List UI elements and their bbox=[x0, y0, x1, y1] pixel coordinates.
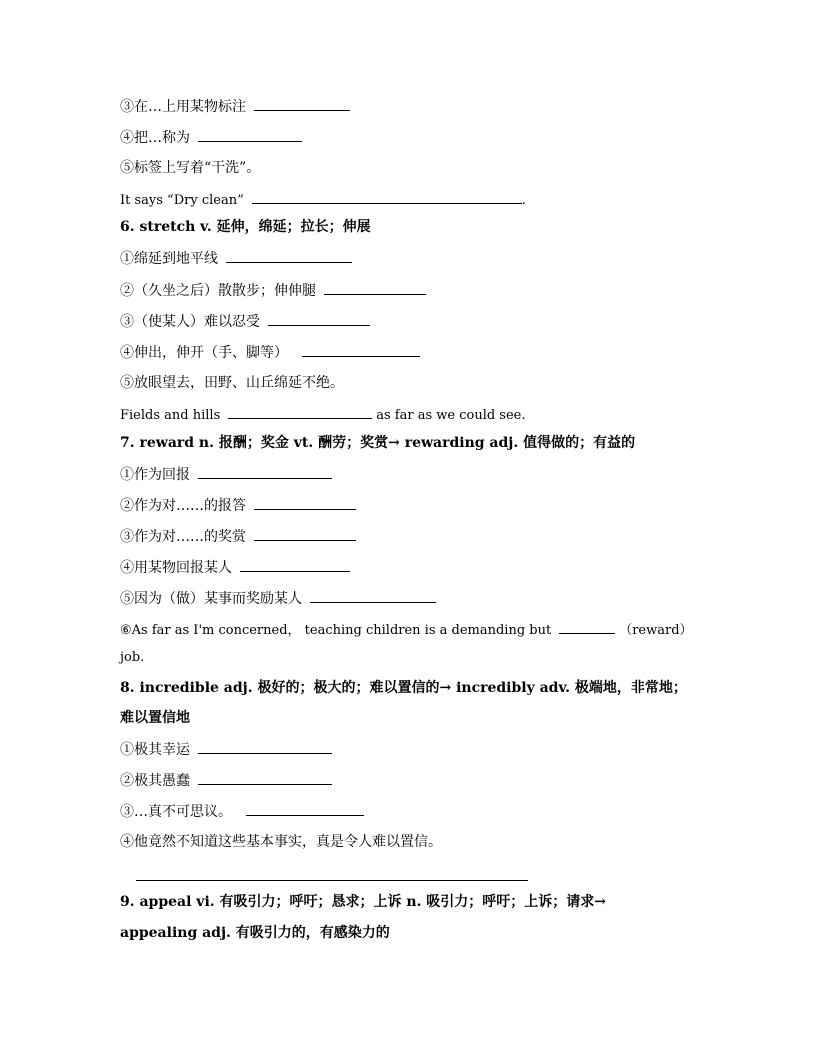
answer-blank[interactable] bbox=[198, 737, 332, 754]
phrase-line bbox=[120, 94, 350, 118]
sentence-text: Fields and hills bbox=[120, 408, 221, 423]
answer-blank[interactable] bbox=[198, 125, 302, 142]
answer-blank[interactable] bbox=[268, 309, 370, 326]
phrase-text: ②极其愚蠢 bbox=[120, 773, 190, 789]
phrase-line bbox=[120, 125, 302, 149]
phrase-line bbox=[120, 737, 332, 761]
word-heading bbox=[120, 431, 635, 455]
phrase-line bbox=[120, 309, 370, 333]
answer-blank[interactable] bbox=[136, 879, 528, 881]
heading-text: 8. incredible adj. 极好的；极大的；难以置信的→ incredibly adv. 极端地，非常地； bbox=[120, 680, 687, 696]
phrase-line bbox=[120, 799, 364, 823]
word-heading bbox=[120, 676, 687, 700]
phrase-line bbox=[120, 246, 352, 270]
phrase-line bbox=[120, 462, 332, 486]
phrase-line bbox=[120, 586, 436, 610]
word-heading bbox=[120, 706, 190, 730]
answer-blank[interactable] bbox=[240, 555, 350, 572]
phrase-text: ④把…称为 bbox=[120, 130, 190, 146]
word-heading bbox=[120, 890, 606, 914]
phrase-text: ①极其幸运 bbox=[120, 742, 190, 758]
phrase-line bbox=[120, 278, 426, 302]
phrase-text: ⑤标签上写着“干洗”。 bbox=[120, 160, 261, 176]
phrase-line bbox=[120, 768, 332, 792]
answer-blank[interactable] bbox=[198, 768, 332, 785]
phrase-text: ⑤因为（做）某事而奖励某人 bbox=[120, 591, 302, 607]
answer-blank[interactable] bbox=[226, 246, 352, 263]
answer-blank[interactable] bbox=[252, 187, 522, 204]
heading-text: 难以置信地 bbox=[120, 710, 190, 726]
word-heading bbox=[120, 921, 390, 945]
phrase-text: ①绵延到地平线 bbox=[120, 251, 218, 267]
heading-text: 9. appeal vi. 有吸引力；呼吁；恳求；上诉 n. 吸引力；呼吁；上诉；请求→ bbox=[120, 894, 607, 910]
phrase-line bbox=[120, 371, 344, 395]
sentence-text: ⑥As far as I'm concerned， teaching children is a demanding but bbox=[120, 623, 552, 638]
answer-blank[interactable] bbox=[246, 799, 364, 816]
answer-blank[interactable] bbox=[254, 493, 356, 510]
phrase-line bbox=[120, 830, 442, 854]
answer-blank[interactable] bbox=[310, 586, 436, 603]
phrase-line bbox=[120, 493, 356, 517]
answer-blank[interactable] bbox=[254, 94, 350, 111]
sentence-end: as far as we could see. bbox=[376, 408, 526, 423]
phrase-text: ②（久坐之后）散散步；伸伸腿 bbox=[120, 283, 316, 299]
heading-text: 7. reward n. 报酬；奖金 vt. 酬劳；奖赏→ rewarding adj. 值得做的；有益的 bbox=[120, 435, 636, 451]
phrase-text: ④他竟然不知道这些基本事实，真是令人难以置信。 bbox=[120, 834, 442, 850]
sentence-line bbox=[120, 646, 144, 670]
phrase-text: ⑤放眼望去，田野、山丘绵延不绝。 bbox=[120, 375, 344, 391]
phrase-text: ④用某物回报某人 bbox=[120, 560, 232, 576]
answer-blank[interactable] bbox=[254, 524, 356, 541]
heading-text: appealing adj. 有吸引力的，有感染力的 bbox=[120, 925, 390, 941]
answer-blank[interactable] bbox=[302, 340, 420, 357]
phrase-text: ①作为回报 bbox=[120, 467, 190, 483]
sentence-line bbox=[120, 187, 526, 211]
sentence-text: job. bbox=[120, 650, 145, 665]
answer-blank[interactable] bbox=[559, 617, 615, 634]
sentence-line bbox=[120, 402, 526, 426]
phrase-text: ③（使某人）难以忍受 bbox=[120, 314, 260, 330]
sentence-line bbox=[120, 617, 693, 641]
phrase-line bbox=[120, 156, 260, 180]
answer-blank[interactable] bbox=[228, 402, 372, 419]
phrase-text: ②作为对……的报答 bbox=[120, 498, 246, 514]
phrase-text: ③…真不可思议。 bbox=[120, 804, 232, 820]
phrase-line bbox=[120, 524, 356, 548]
phrase-line bbox=[120, 555, 350, 579]
answer-blank[interactable] bbox=[198, 462, 332, 479]
word-heading bbox=[120, 215, 371, 239]
sentence-end: . bbox=[521, 193, 526, 208]
phrase-line bbox=[120, 340, 420, 364]
phrase-text: ④伸出，伸开（手、脚等） bbox=[120, 345, 288, 361]
phrase-text: ③在…上用某物标注 bbox=[120, 99, 246, 115]
heading-text: 6. stretch v. 延伸，绵延；拉长；伸展 bbox=[120, 219, 371, 235]
phrase-text: ③作为对……的奖赏 bbox=[120, 529, 246, 545]
sentence-text: It says “Dry clean” bbox=[120, 193, 244, 208]
answer-blank[interactable] bbox=[324, 278, 426, 295]
word-hint: （reward） bbox=[619, 623, 693, 638]
